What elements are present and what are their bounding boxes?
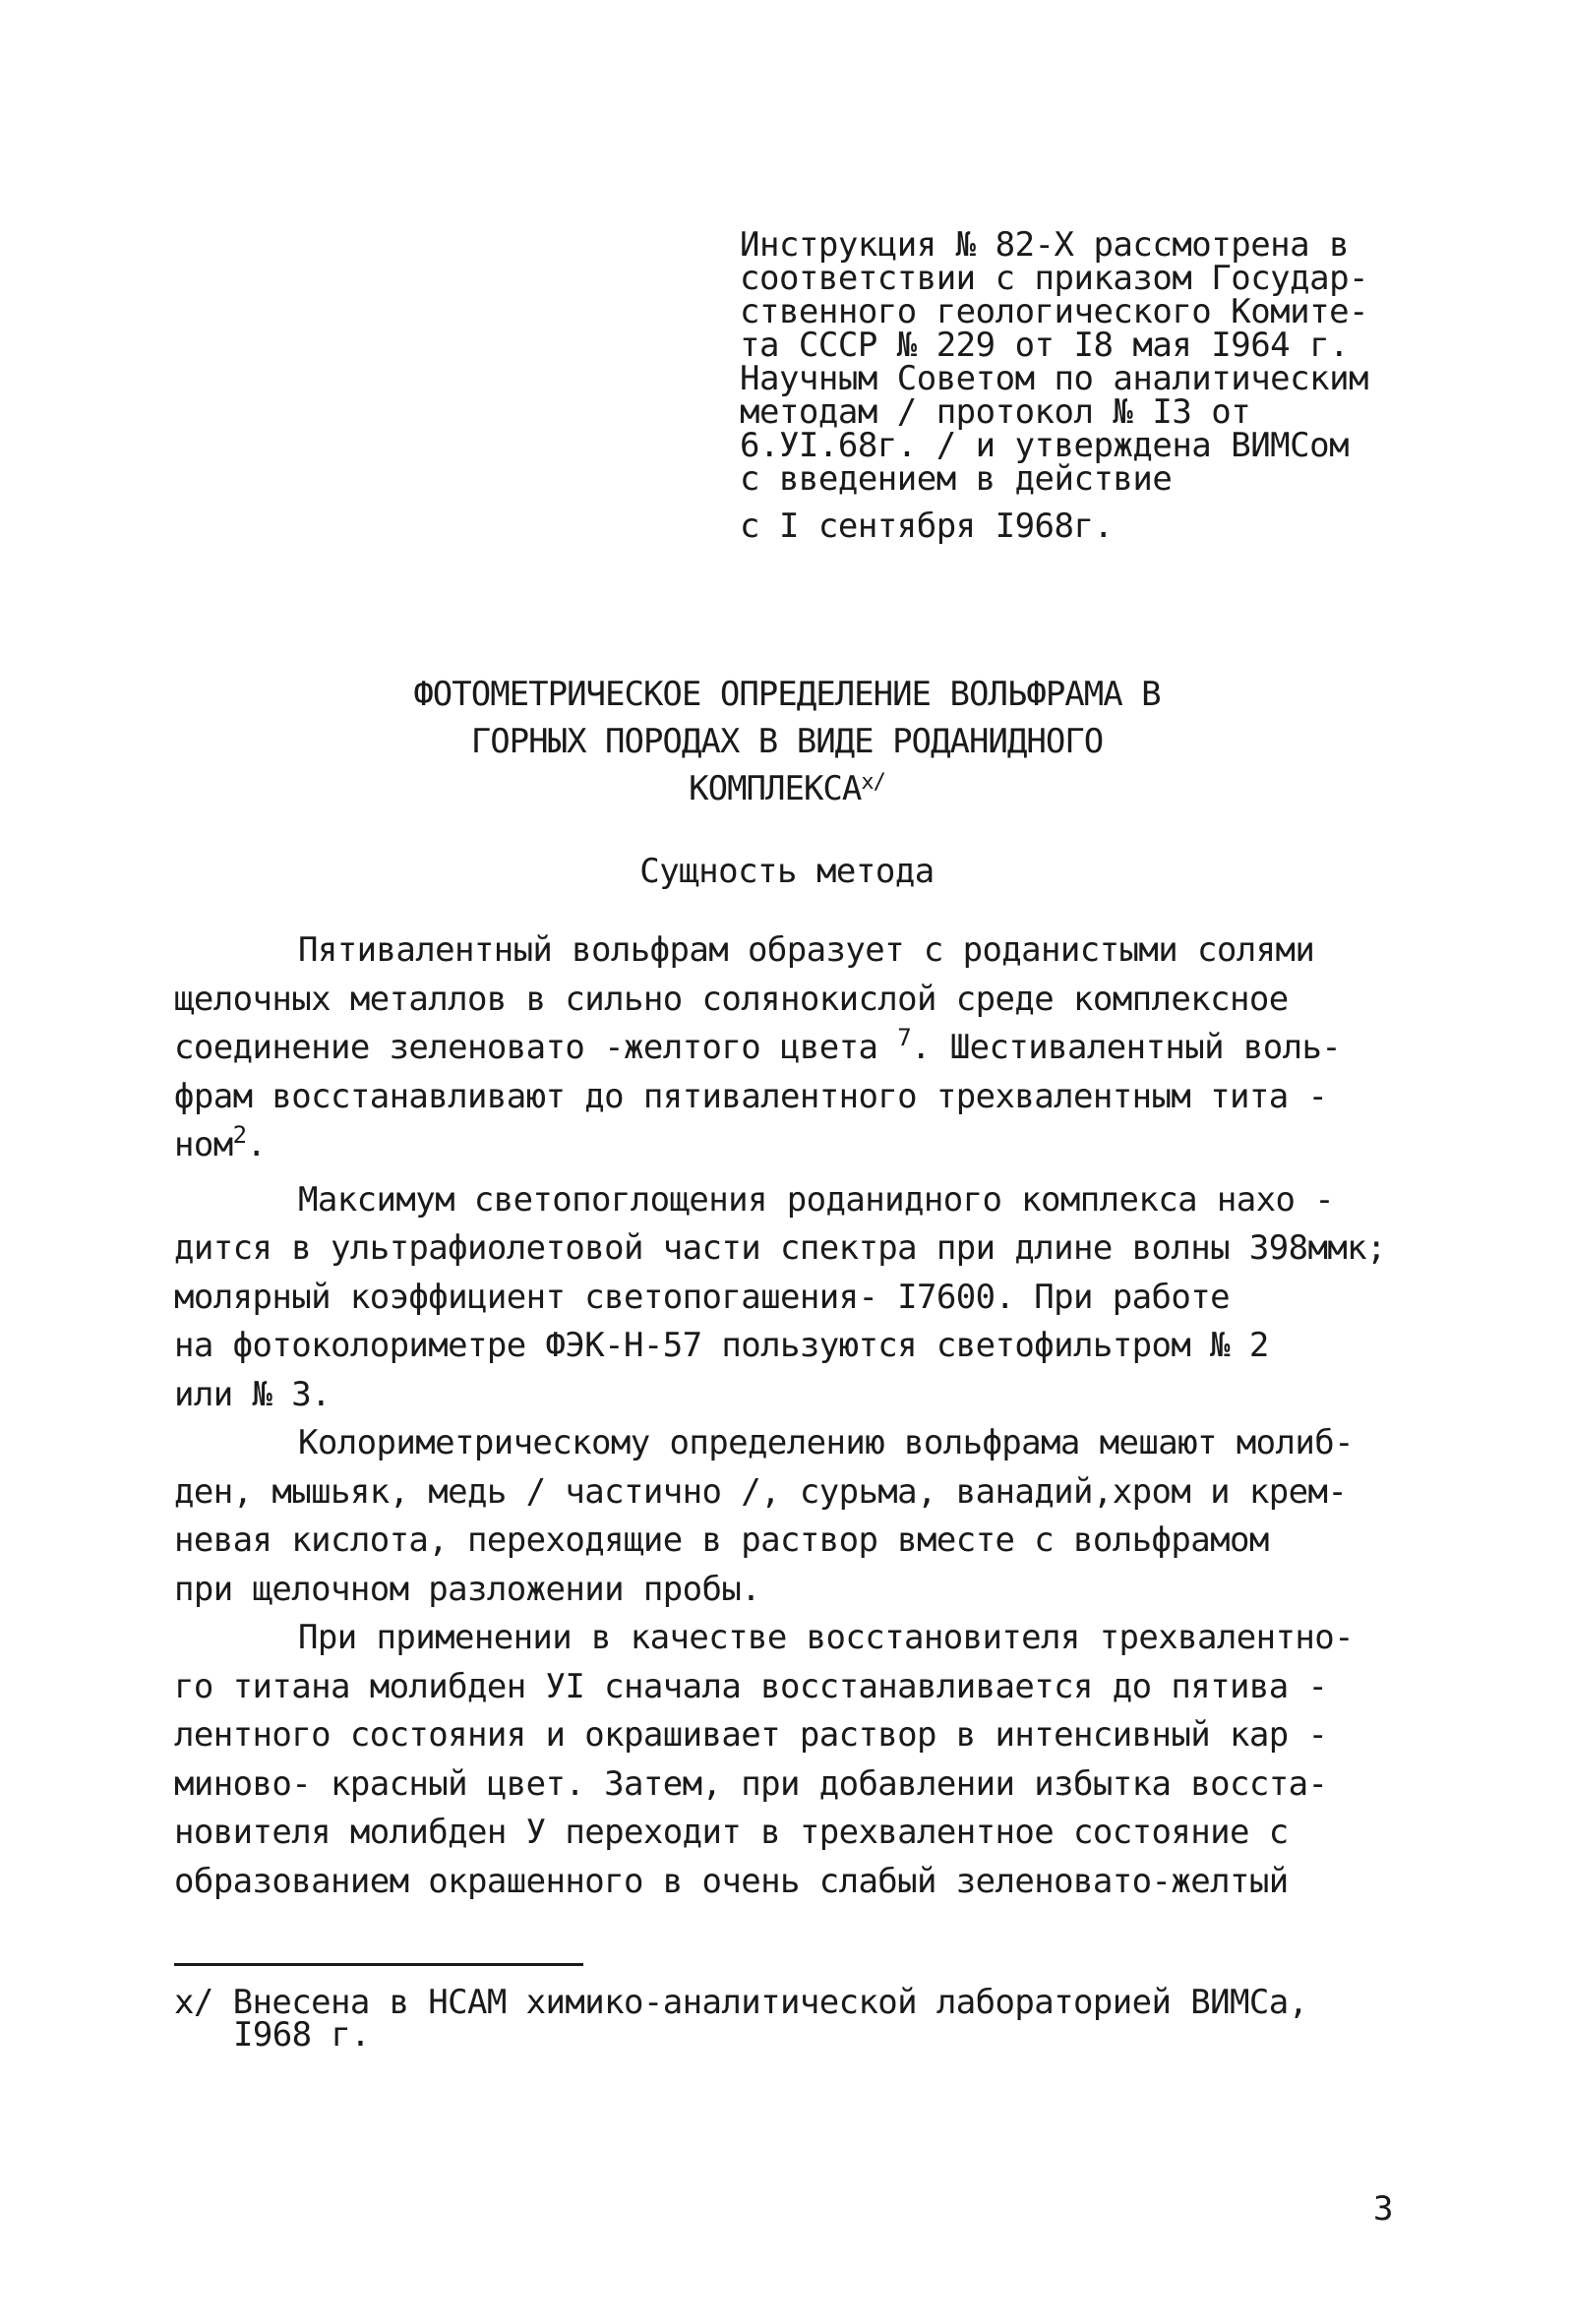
title-line-3-text: КОМПЛЕКСА xyxy=(689,769,862,808)
text-line: или № 3. xyxy=(174,1374,331,1414)
section-heading: Сущность метода xyxy=(639,852,935,891)
text-line: миново- красный цвет. Затем, при добавлении избытка восста- xyxy=(174,1763,1328,1804)
text-span: . xyxy=(246,1125,267,1164)
text-span: соединение зеленовато -желтого цвета xyxy=(174,1028,898,1067)
page-number: 3 xyxy=(1373,2189,1394,2229)
text-line: го титана молибден УI сначала восстанавливается до пятива - xyxy=(174,1666,1328,1706)
text-line: Пятивалентный вольфрам образует с роданистыми солями xyxy=(298,930,1315,970)
reference-mark: 2 xyxy=(232,1121,247,1149)
paragraph-1 xyxy=(174,926,1423,1170)
title-line-3 xyxy=(295,765,1279,812)
title-line-1: ФОТОМЕТРИЧЕСКОЕ ОПРЕДЕЛЕНИЕ ВОЛЬФРАМА В xyxy=(413,675,1161,714)
title-line-2: ГОРНЫХ ПОРОДАХ В ВИДЕ РОДАНИДНОГО xyxy=(470,722,1104,761)
footnote-line-1: х/ Внесена в НСАМ химико-аналитической лабораторией ВИМСа, xyxy=(174,1983,1308,2022)
text-line: Колориметрическому определению вольфрама мешают молиб- xyxy=(298,1423,1354,1462)
approval-note xyxy=(740,225,1428,546)
text-line: ден, мышьяк, медь / частично /, сурьма, ванадий,хром и крем- xyxy=(174,1471,1348,1512)
text-line: при щелочном разложении пробы. xyxy=(174,1569,761,1609)
approval-line: Научным Советом по аналитическим xyxy=(740,359,1369,398)
text-line: Максимум светопоглощения роданидного комплекса нахо - xyxy=(298,1179,1335,1220)
text-line: дится в ультрафиолетовой части спектра при длине волны 398ммк; xyxy=(174,1228,1386,1268)
approval-effective-date: с I сентября I968г. xyxy=(740,507,1114,546)
approval-line: та СССР № 229 от I8 мая I964 г. xyxy=(740,326,1350,365)
approval-line: Инструкция № 82-Х рассмотрена в xyxy=(740,225,1350,265)
approval-line: методам / протокол № I3 от xyxy=(740,392,1251,432)
text-line xyxy=(174,1121,1423,1170)
text-line: фрам восстанавливают до пятивалентного трехвалентным тита - xyxy=(174,1076,1328,1116)
approval-line: соответствии с приказом Государ- xyxy=(740,259,1369,298)
text-line: лентного состояния и окрашивает раствор в интенсивный кар - xyxy=(174,1715,1328,1755)
title-footnote-mark: х/ xyxy=(861,770,885,795)
text-line: новителя молибден У переходит в трехвалентное состояние с xyxy=(174,1813,1289,1852)
text-line: щелочных металлов в сильно солянокислой среде комплексное xyxy=(174,979,1289,1019)
paragraph-2 xyxy=(174,1176,1423,1420)
body-text xyxy=(174,926,1423,1906)
approval-line: 6.УI.68г. / и утверждена ВИМСом xyxy=(740,426,1350,465)
text-line xyxy=(174,1024,1423,1073)
footnote-divider xyxy=(174,1963,583,1966)
paragraph-4 xyxy=(174,1614,1423,1906)
approval-line: ственного геологического Комите- xyxy=(740,292,1369,331)
text-span: ном xyxy=(174,1125,233,1164)
text-span: . Шестивалентный воль- xyxy=(911,1028,1342,1067)
footnote-line-2: I968 г. xyxy=(233,2015,371,2055)
document-title xyxy=(295,671,1279,812)
text-line: на фотоколориметре ФЭК-Н-57 пользуются светофильтром № 2 xyxy=(174,1326,1269,1365)
footnote xyxy=(174,1983,1423,2055)
text-line: При применении в качестве восстановителя трехвалентно- xyxy=(298,1618,1354,1657)
paragraph-3 xyxy=(174,1419,1423,1614)
text-line: молярный коэффициент светопогашения- I7600. При работе xyxy=(174,1277,1230,1317)
reference-mark: 7 xyxy=(897,1024,912,1051)
text-line: невая кислота, переходящие в раствор вместе с вольфрамом xyxy=(174,1520,1269,1560)
text-line: образованием окрашенного в очень слабый зеленовато-желтый xyxy=(174,1861,1289,1901)
approval-line: с введением в действие xyxy=(740,459,1173,499)
